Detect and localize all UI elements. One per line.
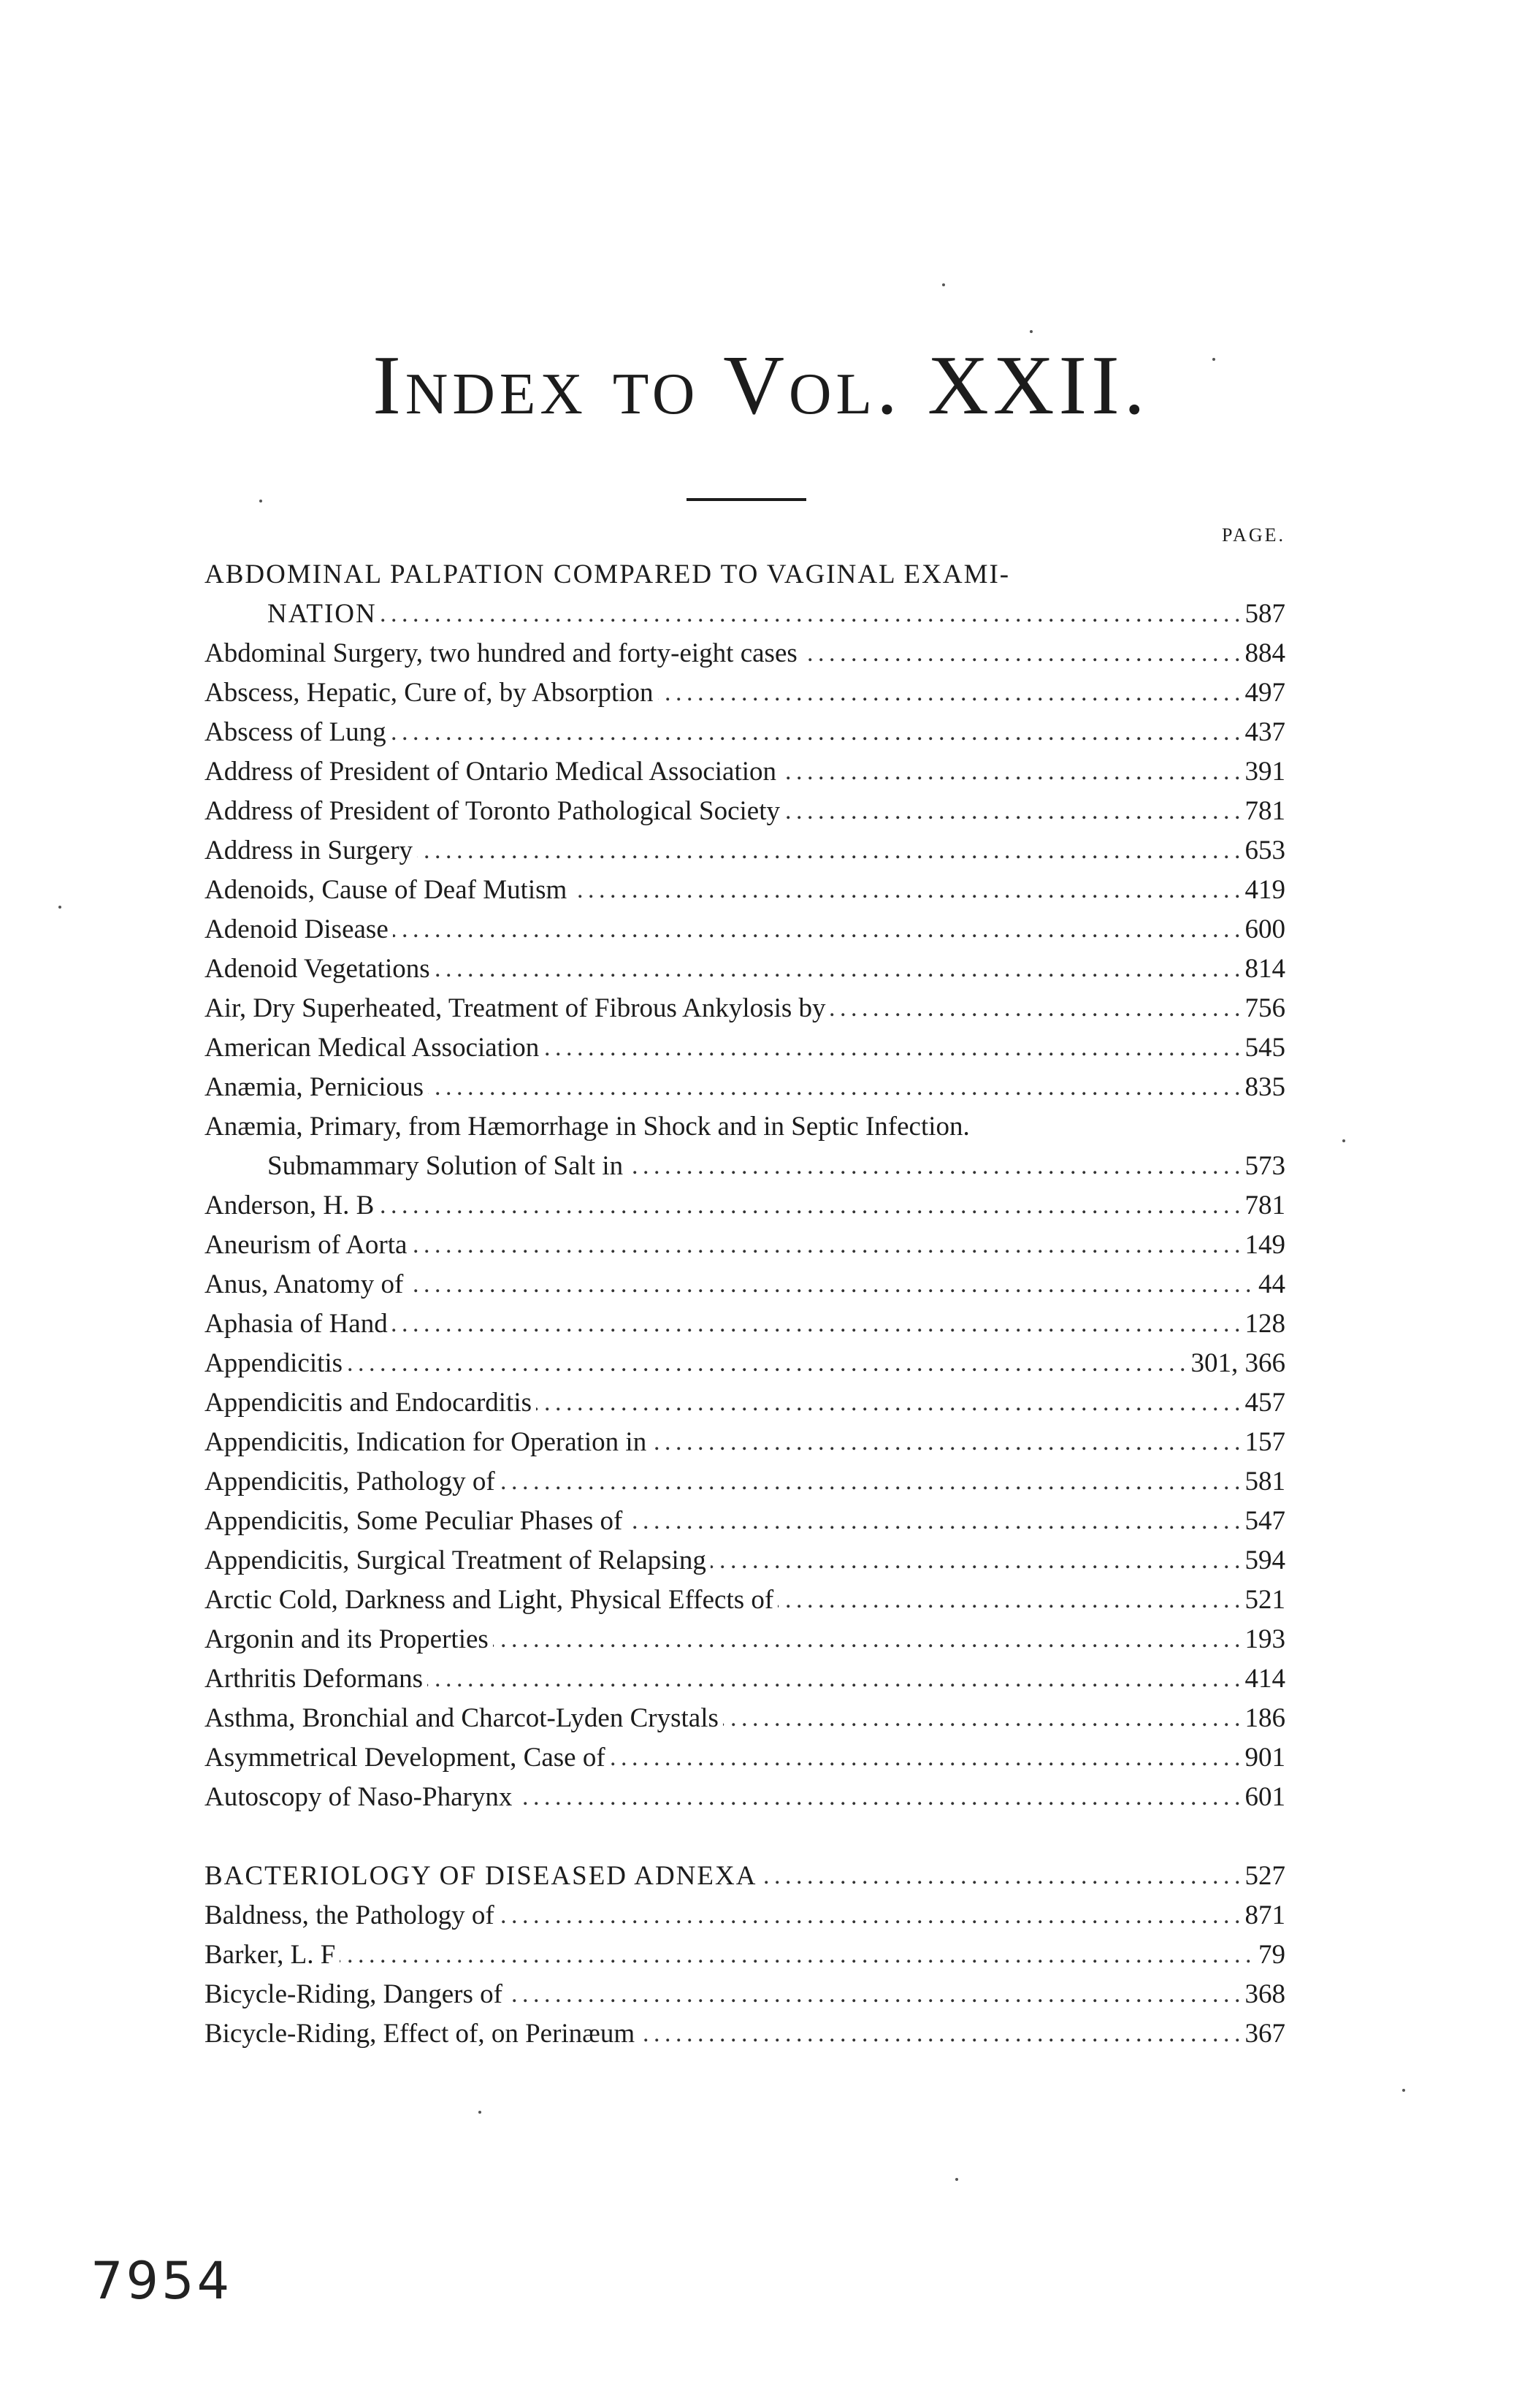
index-entry-page: 871 [1239, 1896, 1286, 1935]
index-entry-label: Adenoids, Cause of Deaf Mutism [204, 875, 571, 905]
index-entry-label: Baldness, the Pathology of [204, 1900, 499, 1930]
index-entry-label: Aneurism of Aorta [204, 1230, 411, 1260]
index-entry-label: Bicycle-Riding, Dangers of [204, 1979, 507, 2009]
index-entry [204, 1344, 1285, 1383]
index-entry-label: Adenoid Disease [204, 914, 393, 944]
index-entry-label: Submammary Solution of Salt in [204, 1151, 627, 1181]
index-entry-label: Anus, Anatomy of [204, 1269, 408, 1299]
index-entry-page: 781 [1239, 792, 1286, 831]
index-entry [204, 1226, 1285, 1265]
index-entry [204, 1028, 1285, 1068]
index-entry-page: 884 [1239, 634, 1286, 673]
index-entry-page: 79 [1253, 1935, 1285, 1975]
index-entry [204, 555, 1285, 595]
index-entry-label: BACTERIOLOGY OF DISEASED ADNEXA [204, 1861, 761, 1891]
index-entry-page: 601 [1239, 1778, 1286, 1817]
index-entry-page: 414 [1239, 1659, 1286, 1699]
index-entry-label: Appendicitis, Some Peculiar Phases of [204, 1506, 627, 1536]
index-entry-page: 391 [1239, 752, 1286, 792]
index-section-a [204, 555, 1285, 1817]
scan-speck [259, 500, 262, 502]
index-entry [204, 949, 1285, 989]
scan-speck [58, 906, 61, 909]
index-entry-label: Arctic Cold, Darkness and Light, Physical Effects of [204, 1585, 778, 1615]
scan-speck [1030, 330, 1033, 333]
index-entry-page: 901 [1239, 1738, 1286, 1778]
index-entry-label: Arthritis Deformans [204, 1664, 427, 1694]
index-entry-label: Appendicitis, Indication for Operation in [204, 1427, 651, 1457]
index-entry-page: 594 [1239, 1541, 1286, 1581]
index-entry [204, 1620, 1285, 1659]
index-entry-label: Asthma, Bronchial and Charcot-Lyden Crystals [204, 1703, 723, 1733]
index-entry-label: Address of President of Toronto Pathological Society [204, 796, 784, 826]
index-entry [204, 713, 1285, 752]
index-entry [204, 1462, 1285, 1502]
index-entry-page: 497 [1239, 673, 1286, 713]
page-title: Index to Vol. XXII. [372, 339, 1150, 432]
index-section-b [204, 1857, 1285, 2054]
index-entry [204, 1068, 1285, 1107]
index-entry-label: Abscess, Hepatic, Cure of, by Absorption [204, 678, 658, 708]
index-entry-label: Barker, L. F [204, 1940, 340, 1970]
index-entry-label: Autoscopy of Naso-Pharynx [204, 1782, 516, 1812]
index-entry [204, 1935, 1285, 1975]
library-stamp-number: 7954 [91, 2251, 233, 2311]
index-entry [204, 673, 1285, 713]
index-entry-page: 547 [1239, 1502, 1286, 1541]
scan-speck [955, 2178, 958, 2181]
index-entry-page: 419 [1239, 871, 1286, 910]
index-entry [204, 1975, 1285, 2014]
index-entry-page: 835 [1239, 1068, 1286, 1107]
index-entry-label: Argonin and its Properties [204, 1624, 493, 1654]
index-entry [204, 1502, 1285, 1541]
scan-speck [1402, 2089, 1405, 2092]
index-entry [204, 910, 1285, 949]
index-entry-page: 521 [1239, 1581, 1286, 1620]
index-entry [204, 1778, 1285, 1817]
scan-speck [942, 283, 945, 286]
index-entry-label: Abdominal Surgery, two hundred and forty-eight cases [204, 638, 802, 668]
title-rule [687, 498, 806, 501]
index-entry-page: 457 [1239, 1383, 1286, 1423]
index-entry-page: 653 [1239, 831, 1286, 871]
index-entry-label: Anderson, H. B [204, 1190, 378, 1220]
index-entry-page: 573 [1239, 1147, 1286, 1186]
index-entry-page: 149 [1239, 1226, 1286, 1265]
index-entry [204, 1699, 1285, 1738]
index-entry [204, 1265, 1285, 1304]
index-entry-label: Appendicitis, Pathology of [204, 1467, 500, 1497]
index-entry [204, 1423, 1285, 1462]
index-entry-page: 600 [1239, 910, 1286, 949]
index-entry [204, 1107, 1285, 1147]
page-column-header: PAGE. [1221, 524, 1285, 546]
index-entry [204, 752, 1285, 792]
index-entry-page: 756 [1239, 989, 1286, 1028]
index-entry [204, 1738, 1285, 1778]
index-entry [204, 1541, 1285, 1581]
index-entry-page: 301, 366 [1185, 1344, 1286, 1383]
index-entry-page: 368 [1239, 1975, 1286, 2014]
index-entry-label: Aphasia of Hand [204, 1309, 392, 1339]
index-entry [204, 871, 1285, 910]
scan-speck [478, 2111, 481, 2114]
index-entry [204, 792, 1285, 831]
index-entry-label: Asymmetrical Development, Case of [204, 1743, 610, 1773]
index-entry-label: ABDOMINAL PALPATION COMPARED TO VAGINAL EXAMI- [204, 559, 1014, 589]
index-entry-label: Air, Dry Superheated, Treatment of Fibrous Ankylosis by [204, 993, 830, 1023]
index-entry-page: 193 [1239, 1620, 1286, 1659]
index-entry [204, 1383, 1285, 1423]
index-entry-page: 781 [1239, 1186, 1286, 1226]
index-entry-label: Address in Surgery [204, 836, 417, 865]
index-entry-page: 527 [1239, 1857, 1286, 1896]
index-entry-page: 545 [1239, 1028, 1286, 1068]
section-gap [204, 1817, 1285, 1857]
index-entry-label: NATION [204, 599, 381, 629]
index-entry-label: Bicycle-Riding, Effect of, on Perinæum [204, 2019, 639, 2049]
index-entry-label: Adenoid Vegetations [204, 954, 435, 984]
index-entry [204, 634, 1285, 673]
index-entry-label: Appendicitis, Surgical Treatment of Relapsing [204, 1545, 711, 1575]
index-entry [204, 595, 1285, 634]
index-entry-page: 128 [1239, 1304, 1286, 1344]
index-entry [204, 1857, 1285, 1896]
index-entry-page: 814 [1239, 949, 1286, 989]
index-entry-page: 437 [1239, 713, 1286, 752]
index-entry [204, 1147, 1285, 1186]
index-entry-label: Anæmia, Pernicious [204, 1072, 428, 1102]
index-entry [204, 1896, 1285, 1935]
index-entry-page: 581 [1239, 1462, 1286, 1502]
index-entry [204, 1304, 1285, 1344]
index-entry-label: Abscess of Lung [204, 717, 391, 747]
index-entry-page: 367 [1239, 2014, 1286, 2054]
index-entry-page: 587 [1239, 595, 1286, 634]
index-entry-page: 186 [1239, 1699, 1286, 1738]
scan-speck [1212, 358, 1215, 361]
scan-speck [1342, 1139, 1345, 1142]
index-entry-page: 157 [1239, 1423, 1286, 1462]
index-entry [204, 989, 1285, 1028]
index-entry-label: Appendicitis and Endocarditis [204, 1388, 536, 1418]
index-entry-label: Anæmia, Primary, from Hæmorrhage in Shock and in Septic Infection. [204, 1112, 974, 1142]
index-entry [204, 831, 1285, 871]
index-entry [204, 2014, 1285, 2054]
index-entry-label: American Medical Association [204, 1033, 543, 1063]
index-entry [204, 1581, 1285, 1620]
index-entry [204, 1186, 1285, 1226]
index-entry-label: Address of President of Ontario Medical Association [204, 757, 781, 787]
index-entry [204, 1659, 1285, 1699]
index-list [204, 555, 1285, 2054]
index-entry-page: 44 [1253, 1265, 1285, 1304]
index-entry-label: Appendicitis [204, 1348, 347, 1378]
